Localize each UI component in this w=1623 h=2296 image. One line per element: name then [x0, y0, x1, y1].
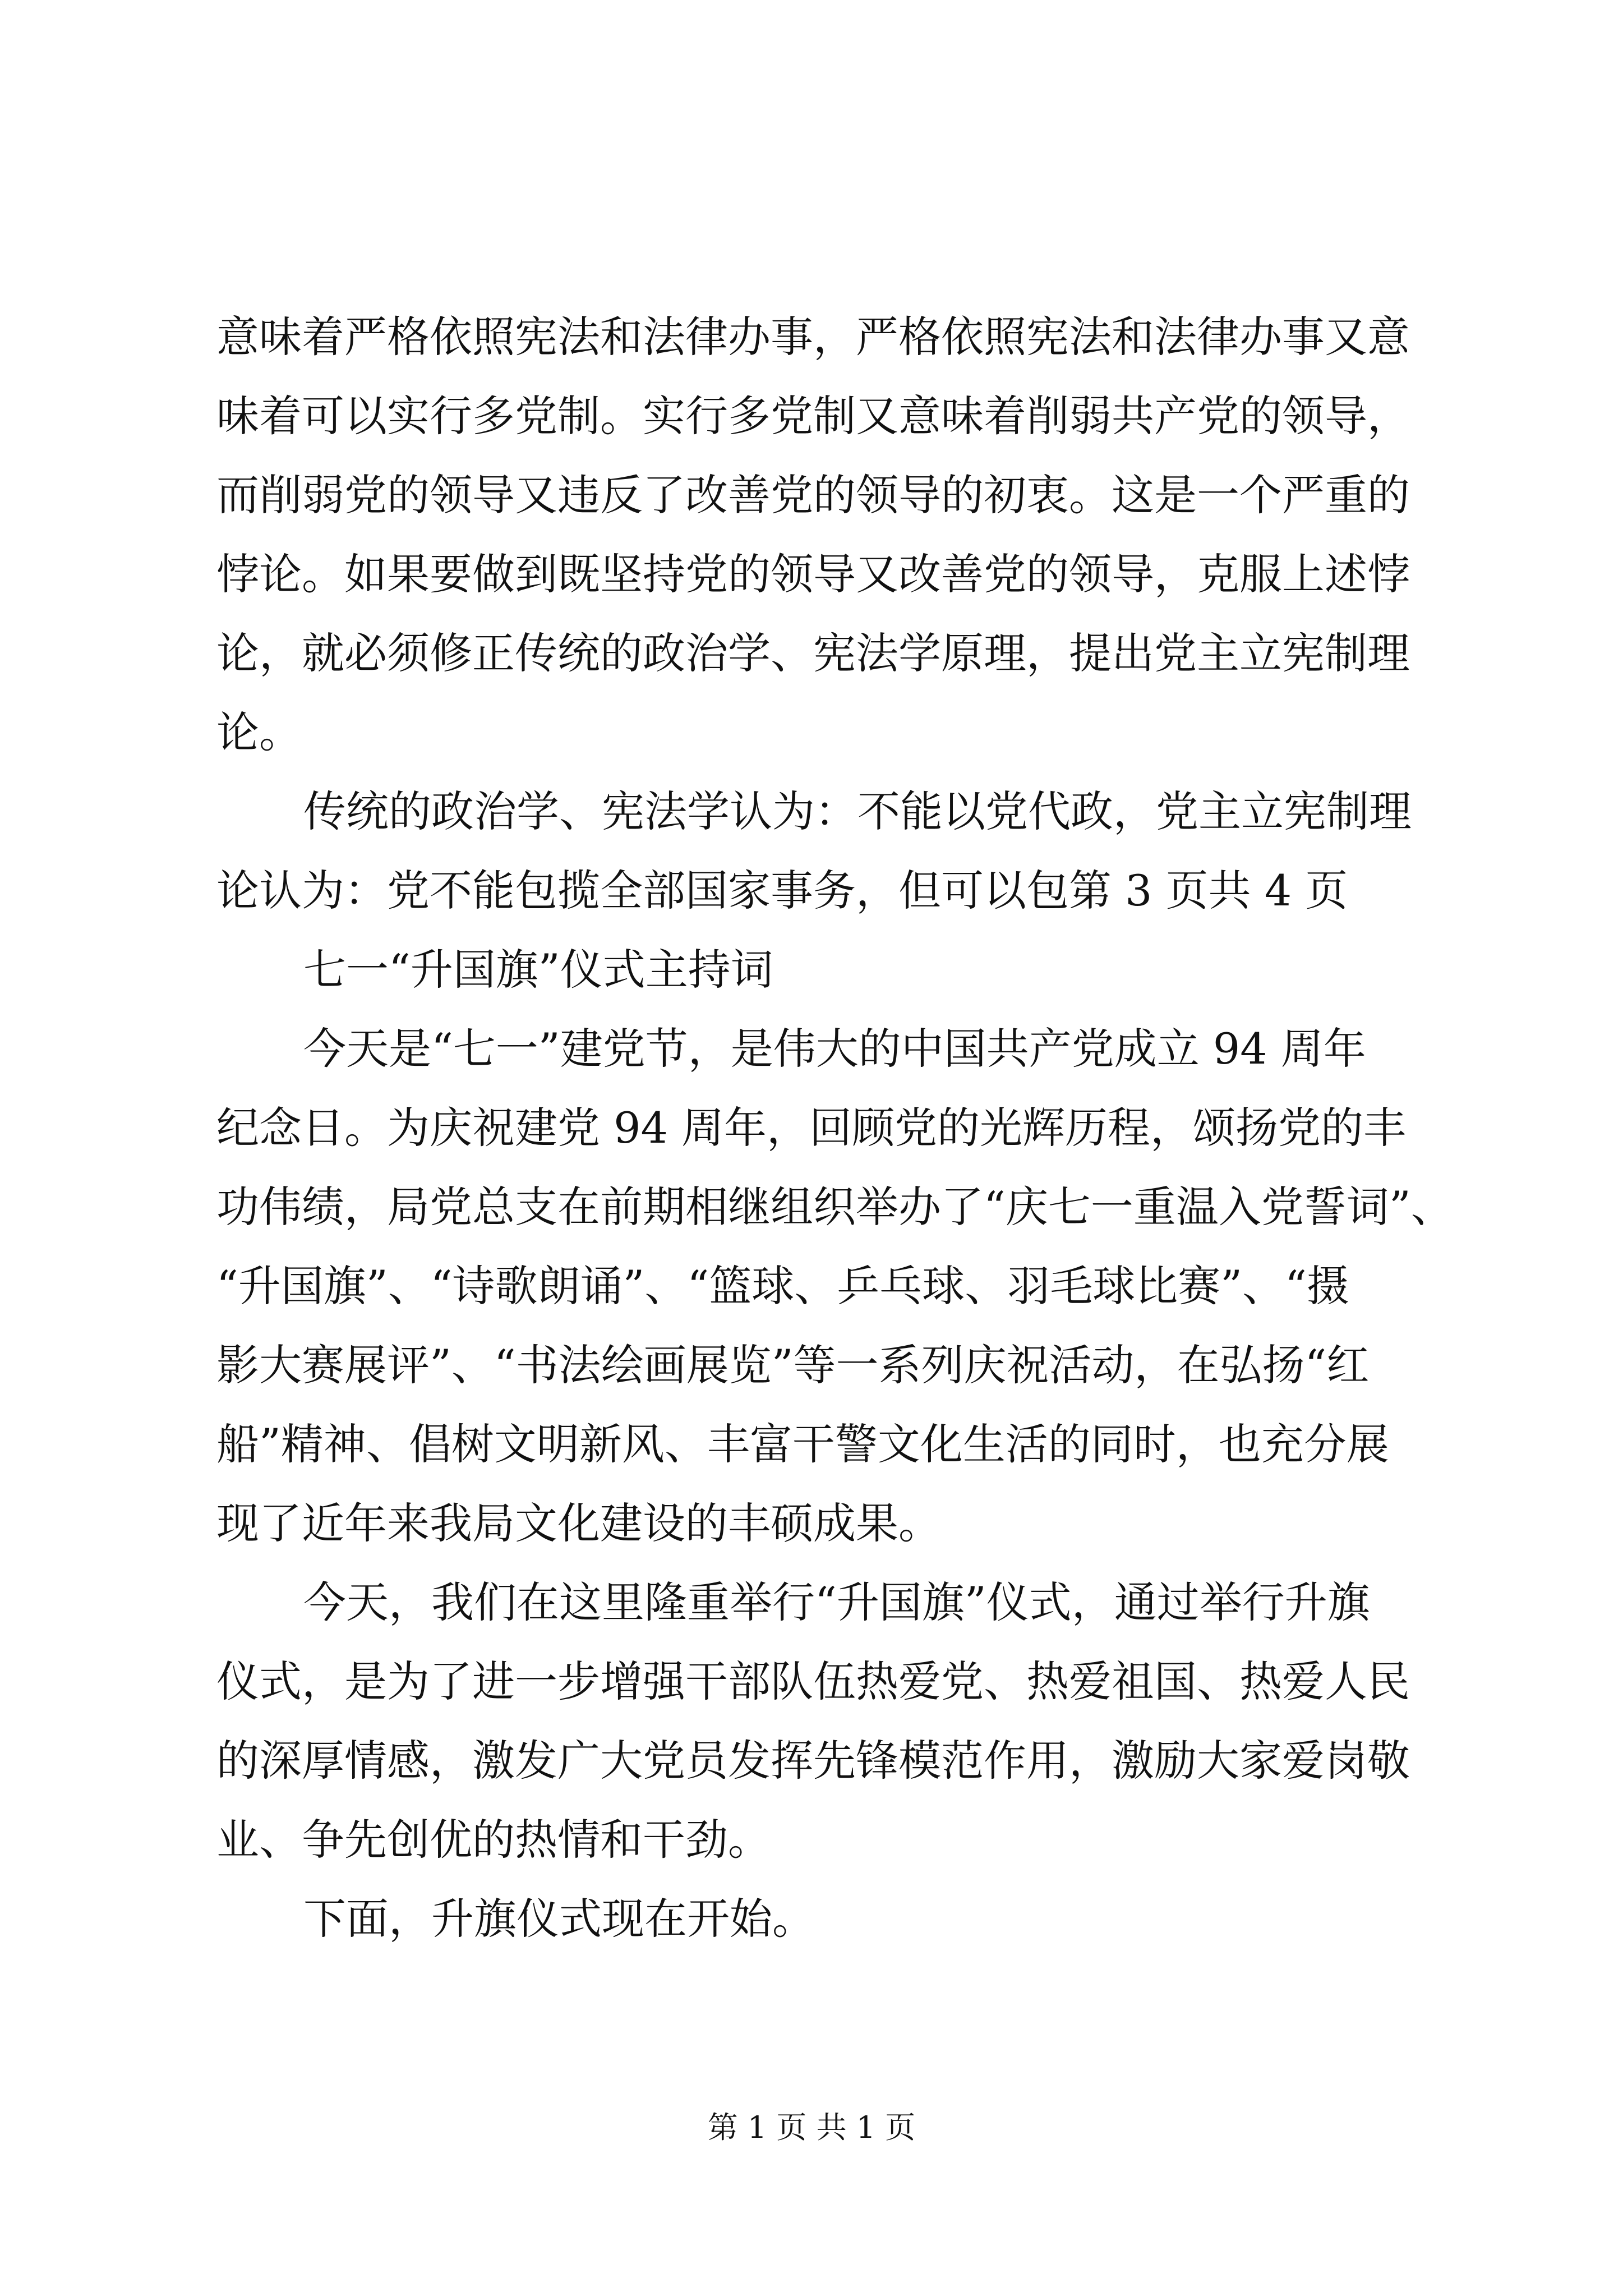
text-line: 悖论。如果要做到既坚持党的领导又改善党的领导，克服上述悖 — [216, 549, 1410, 599]
paragraph — [216, 772, 1428, 930]
paragraph — [216, 1879, 1428, 1958]
paragraph — [216, 1563, 1428, 1879]
text-line: 船”精神、倡树文明新风、丰富干警文化生活的同时，也充分展 — [216, 1419, 1389, 1469]
text-line: 七一“升国旗”仪式主持词 — [303, 945, 773, 995]
paragraph — [216, 1009, 1454, 1563]
document-body — [216, 297, 1454, 1958]
text-line: 味着可以实行多党制。实行多党制又意味着削弱共产党的领导， — [216, 391, 1410, 441]
text-line: 论。 — [216, 707, 302, 757]
text-line: 而削弱党的领导又违反了改善党的领导的初衷。这是一个严重的 — [216, 470, 1410, 520]
paragraph — [216, 297, 1428, 772]
text-line: 功伟绩，局党总支在前期相继组织举办了“庆七一重温入党誓词”、 — [216, 1182, 1454, 1232]
text-line: “升国旗”、“诗歌朗诵”、“篮球、乒乓球、羽毛球比赛”、“摄 — [216, 1261, 1349, 1311]
text-line: 影大赛展评”、“书法绘画展览”等一系列庆祝活动，在弘扬“红 — [216, 1340, 1370, 1390]
text-line: 仪式，是为了进一步增强干部队伍热爱党、热爱祖国、热爱人民 — [216, 1657, 1410, 1706]
text-line: 下面，升旗仪式现在开始。 — [303, 1894, 815, 1944]
text-line: 传统的政治学、宪法学认为：不能以党代政，党主立宪制理 — [303, 786, 1412, 836]
text-line: 的深厚情感，激发广大党员发挥先锋模范作用，激励大家爱岗敬 — [216, 1736, 1410, 1786]
text-line: 今天是“七一”建党节，是伟大的中国共产党成立 94 周年 — [303, 1024, 1366, 1074]
text-line: 论，就必须修正传统的政治学、宪法学原理，提出党主立宪制理 — [216, 628, 1410, 678]
text-line: 业、争先创优的热情和干劲。 — [216, 1815, 771, 1865]
text-line: 论认为：党不能包揽全部国家事务，但可以包第 3 页共 4 页 — [216, 866, 1348, 915]
paragraph — [216, 930, 1428, 1009]
text-line: 现了近年来我局文化建设的丰硕成果。 — [216, 1498, 941, 1548]
text-line: 纪念日。为庆祝建党 94 周年，回顾党的光辉历程，颂扬党的丰 — [216, 1103, 1407, 1153]
text-line: 意味着严格依照宪法和法律办事，严格依照宪法和法律办事又意 — [216, 312, 1410, 362]
text-line: 今天，我们在这里隆重举行“升国旗”仪式，通过举行升旗 — [303, 1577, 1370, 1627]
page-footer: 第 1 页 共 1 页 — [707, 2110, 916, 2145]
